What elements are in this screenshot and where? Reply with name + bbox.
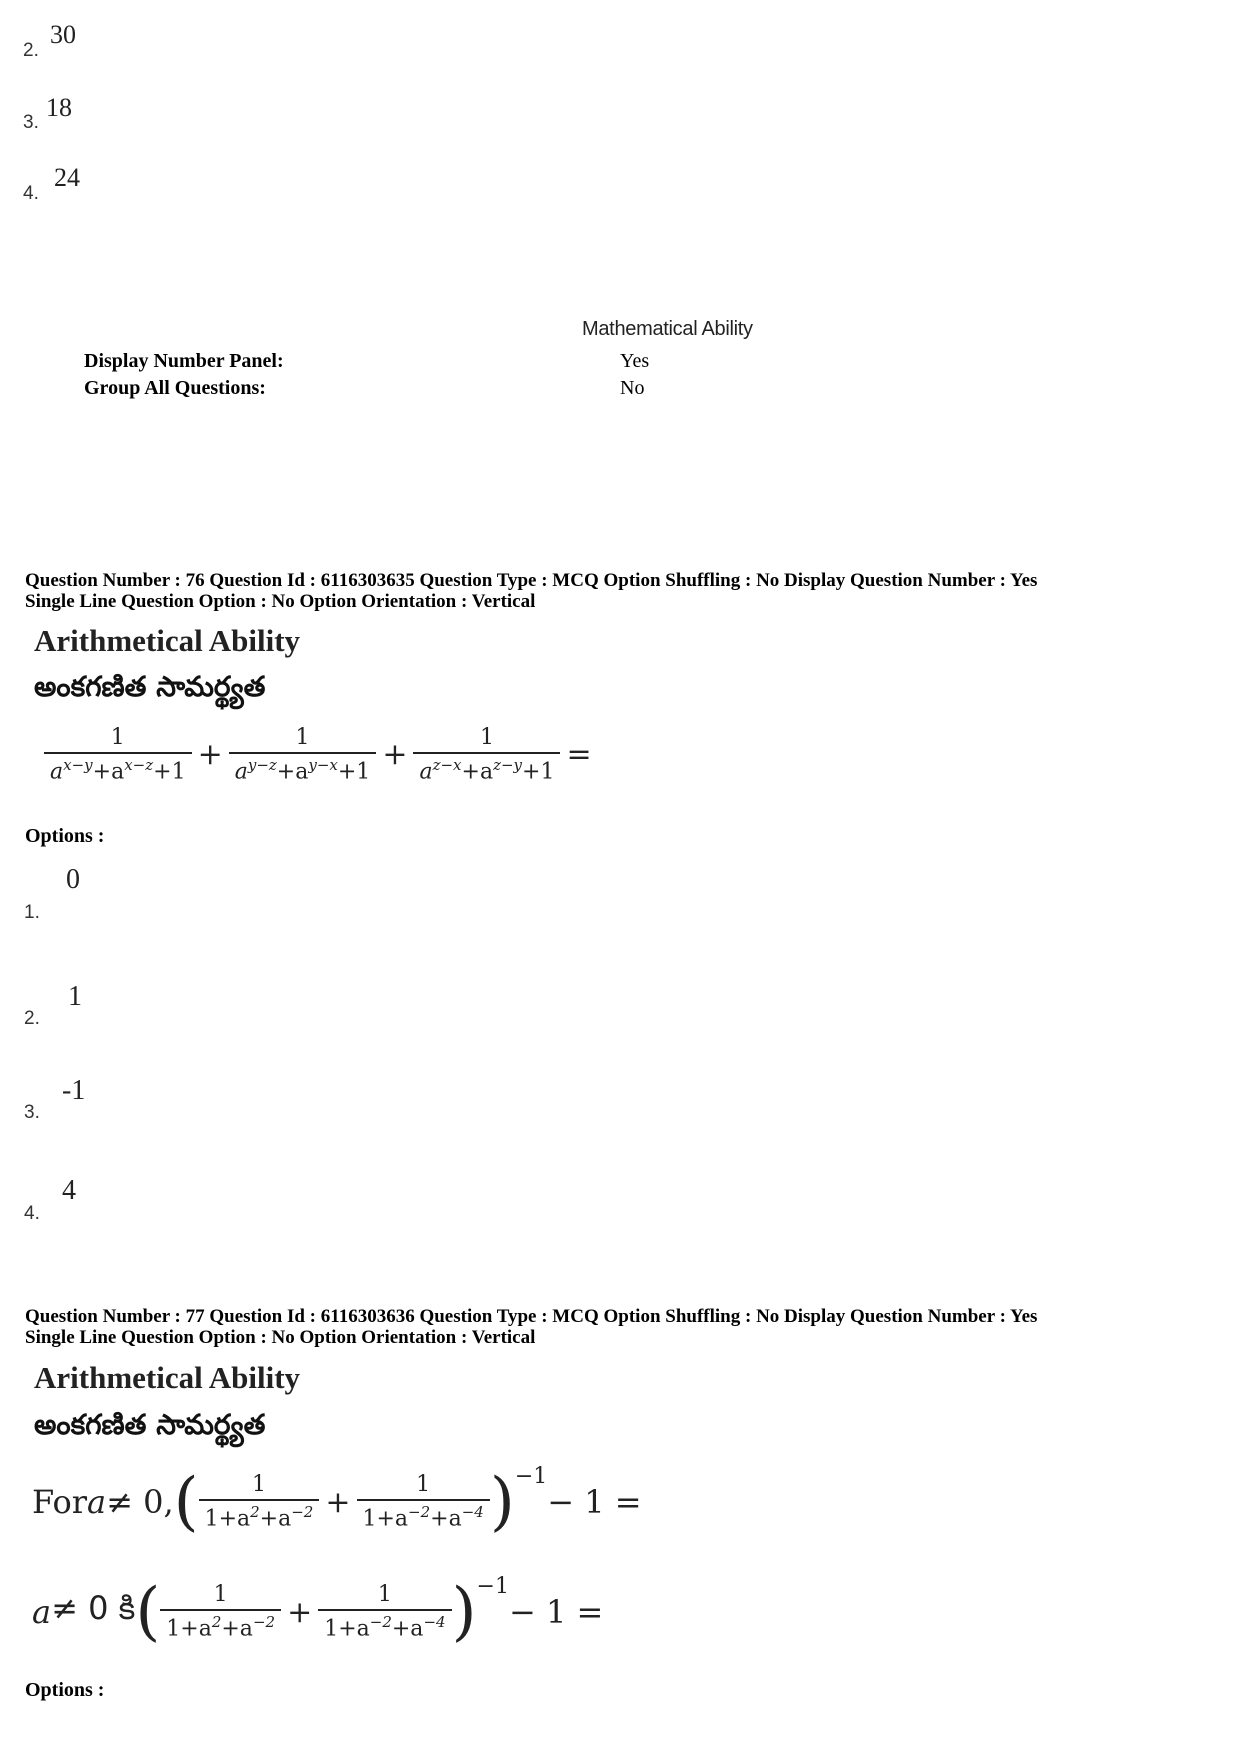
option-value[interactable]: 18 bbox=[46, 93, 72, 122]
options-label: Options : bbox=[25, 1679, 105, 1701]
option-value[interactable]: 4 bbox=[62, 1175, 76, 1206]
option-value[interactable]: 30 bbox=[50, 20, 76, 49]
option-value[interactable]: 0 bbox=[66, 864, 80, 895]
question-heading-te: అంకగణిత సామర్థ్యత bbox=[34, 1408, 266, 1441]
question-expression-en: For a ≠ 0, ( $\frac{1}{1+a^2+a^{-2}}$ + $\frac{1}{1+a^{-2}+a^{-4}}$ ) −1 − 1 = bbox=[32, 1463, 642, 1539]
fraction-1: $\frac{1}{1+a^2+a^{-2}}$ bbox=[199, 1472, 320, 1531]
group-all-questions-label: Group All Questions: bbox=[84, 377, 266, 399]
display-number-panel-label: Display Number Panel: bbox=[84, 350, 284, 372]
option-value[interactable]: 24 bbox=[54, 163, 80, 192]
question-meta-line2: Single Line Question Option : No Option Orientation : Vertical bbox=[25, 591, 536, 612]
display-number-panel-value: Yes bbox=[620, 350, 650, 372]
question-heading-te: అంకగణిత సామర్థ్యత bbox=[34, 670, 266, 703]
question-meta-line2: Single Line Question Option : No Option Orientation : Vertical bbox=[25, 1327, 536, 1348]
plus-sign: + bbox=[197, 737, 223, 773]
fraction-1: $\frac{1}{a^{x-y}+a^{x-z}+1}$ bbox=[44, 725, 192, 784]
question-meta-line1: Question Number : 77 Question Id : 6116303636 Question Type : MCQ Option Shuffling : No Display Question Number : Yes bbox=[25, 1306, 1038, 1327]
option-value[interactable]: -1 bbox=[62, 1075, 86, 1106]
question-heading-en: Arithmetical Ability bbox=[34, 623, 301, 658]
fraction-2: $\frac{1}{1+a^{-2}+a^{-4}}$ bbox=[357, 1472, 490, 1531]
option-number: 2. bbox=[24, 1008, 40, 1029]
fraction-2: $\frac{1}{1+a^{-2}+a^{-4}}$ bbox=[318, 1582, 451, 1641]
question-expression-te: a ≠ 0 కి ( $\frac{1}{1+a^2+a^{-2}}$ + $\frac{1}{1+a^{-2}+a^{-4}}$ ) −1 − 1 = bbox=[32, 1573, 604, 1649]
option-value[interactable]: 1 bbox=[68, 981, 82, 1012]
group-all-questions-value: No bbox=[620, 377, 645, 399]
option-number: 4. bbox=[24, 1203, 40, 1224]
fraction-1: $\frac{1}{1+a^2+a^{-2}}$ bbox=[160, 1582, 281, 1641]
equals-sign: = bbox=[566, 737, 592, 773]
plus-sign: + bbox=[382, 737, 408, 773]
option-number: 2. bbox=[23, 40, 39, 61]
question-expression bbox=[44, 725, 598, 784]
fraction-3: $\frac{1}{a^{z-x}+a^{z-y}+1}$ bbox=[413, 725, 560, 784]
fraction-2: $\frac{1}{a^{y-z}+a^{y-x}+1}$ bbox=[229, 725, 377, 784]
option-number: 3. bbox=[24, 1102, 40, 1123]
question-meta-line1: Question Number : 76 Question Id : 6116303635 Question Type : MCQ Option Shuffling : No Display Question Number : Yes bbox=[25, 570, 1038, 591]
question-heading-en: Arithmetical Ability bbox=[34, 1360, 301, 1395]
options-label: Options : bbox=[25, 825, 105, 847]
option-number: 4. bbox=[23, 183, 39, 204]
section-title: Mathematical Ability bbox=[582, 318, 753, 340]
option-number: 3. bbox=[23, 112, 39, 133]
option-number: 1. bbox=[24, 902, 40, 923]
